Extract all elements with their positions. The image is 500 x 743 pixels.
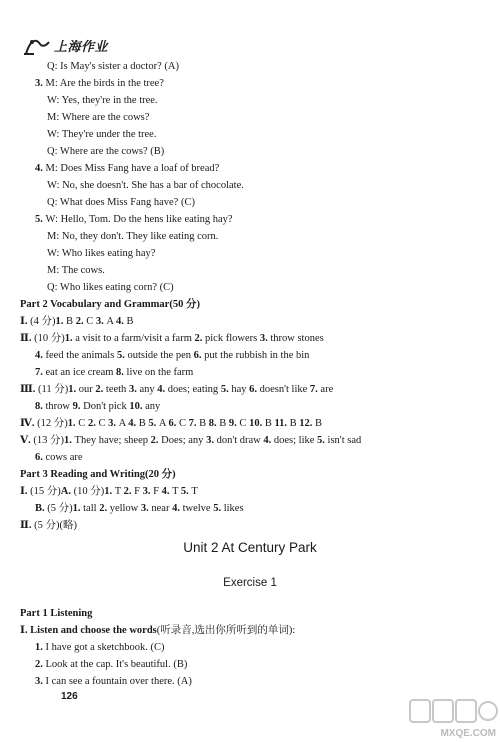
text-segment: 4. xyxy=(263,435,274,446)
text-line xyxy=(20,298,200,312)
text-segment: W: Who likes eating hay? xyxy=(47,248,156,259)
text-segment: F xyxy=(153,486,162,497)
text-segment: (10 分) xyxy=(73,486,105,497)
text-segment: T xyxy=(114,486,124,497)
watermark-url: MXQE.COM xyxy=(440,728,496,739)
text-segment: outside the pen xyxy=(127,350,194,361)
text-segment: 4. xyxy=(35,163,46,174)
text-segment: Q: Is May's sister a doctor? (A) xyxy=(47,61,179,72)
text-line xyxy=(47,128,156,142)
text-segment: 2. xyxy=(87,418,99,429)
text-segment: any xyxy=(139,384,158,395)
text-segment: 1. xyxy=(35,642,46,653)
text-segment: don't draw xyxy=(216,435,264,446)
text-segment: 10. xyxy=(249,418,265,429)
text-line xyxy=(47,60,179,74)
text-segment: 9. xyxy=(228,418,240,429)
text-line xyxy=(20,315,133,329)
text-segment: W: They're under the tree. xyxy=(47,129,157,140)
text-segment: 1. xyxy=(64,333,76,344)
text-segment: Q: What does Miss Fang have? (C) xyxy=(47,197,195,208)
text-segment: Ⅰ. xyxy=(20,316,31,327)
text-segment: Part 2 Vocabulary and Grammar(50 分) xyxy=(20,299,200,310)
text-segment: live on the farm xyxy=(126,367,194,378)
text-segment: doesn't like xyxy=(259,384,310,395)
text-segment: 2. xyxy=(75,316,87,327)
text-line xyxy=(47,179,244,193)
text-line xyxy=(47,247,155,261)
text-segment: 11. xyxy=(274,418,290,429)
text-segment: 5. xyxy=(213,503,224,514)
text-segment: 6. xyxy=(35,452,46,463)
text-segment: Ⅰ. Listen and choose the words xyxy=(20,625,157,636)
text-segment: B xyxy=(289,418,300,429)
text-segment: Part 1 Listening xyxy=(20,608,93,619)
text-segment: tall xyxy=(83,503,100,514)
text-segment: They have; sheep xyxy=(74,435,151,446)
text-segment: Does; any xyxy=(161,435,207,446)
text-line xyxy=(35,162,219,176)
text-segment: (5 分)(略) xyxy=(34,520,77,531)
text-segment: A xyxy=(158,418,169,429)
text-line xyxy=(35,675,192,689)
text-segment: (15 分) xyxy=(30,486,61,497)
text-segment: eat an ice cream xyxy=(45,367,117,378)
text-segment: near xyxy=(151,503,173,514)
text-segment: 1. xyxy=(72,503,84,514)
text-line xyxy=(35,658,187,672)
text-segment: Q: Where are the cows? (B) xyxy=(47,146,165,157)
watermark xyxy=(408,697,498,741)
text-segment: A xyxy=(106,316,116,327)
text-line xyxy=(20,417,322,431)
text-segment: 2. xyxy=(150,435,162,446)
text-line xyxy=(35,77,164,91)
text-segment: B xyxy=(126,316,134,327)
text-segment: 5. xyxy=(180,486,192,497)
text-segment: 5. xyxy=(116,350,128,361)
text-segment: a visit to a farm/visit a farm xyxy=(75,333,195,344)
text-segment: 4. xyxy=(157,384,168,395)
text-segment: B xyxy=(315,418,323,429)
text-segment: feed the animals xyxy=(45,350,117,361)
text-segment: Don't pick xyxy=(83,401,130,412)
text-segment: 3. xyxy=(259,333,271,344)
text-segment: C xyxy=(78,418,88,429)
exercise-title: Exercise 1 xyxy=(223,577,277,589)
text-segment: I have got a sketchbook. (C) xyxy=(45,642,165,653)
text-segment: likes xyxy=(223,503,244,514)
text-line xyxy=(20,434,361,448)
text-line xyxy=(47,264,105,278)
text-segment: Ⅱ. xyxy=(20,333,35,344)
text-segment: isn't sad xyxy=(327,435,362,446)
text-segment: Look at the cap. It's beautiful. (B) xyxy=(45,659,188,670)
text-line xyxy=(35,400,160,414)
text-segment: W: Yes, they're in the tree. xyxy=(47,95,158,106)
text-segment: (13 分) xyxy=(33,435,65,446)
text-segment: are xyxy=(320,384,334,395)
text-line xyxy=(20,332,324,346)
text-segment: Ⅱ. xyxy=(20,520,35,531)
text-line xyxy=(35,366,193,380)
text-segment: 4. xyxy=(128,418,139,429)
text-line xyxy=(20,519,77,533)
text-line xyxy=(35,451,83,465)
text-segment: 10. xyxy=(129,401,146,412)
text-segment: C xyxy=(86,316,96,327)
text-line xyxy=(47,111,149,125)
text-segment: B xyxy=(66,316,76,327)
text-segment: B xyxy=(219,418,229,429)
text-segment: Ⅲ. xyxy=(20,384,39,395)
text-segment: B xyxy=(199,418,209,429)
text-segment: any xyxy=(145,401,161,412)
text-line xyxy=(47,230,218,244)
text-line xyxy=(20,607,92,621)
text-line xyxy=(20,383,333,397)
text-segment: 1. xyxy=(68,384,79,395)
text-segment: hay xyxy=(231,384,250,395)
text-segment: C xyxy=(179,418,189,429)
text-segment: 2. xyxy=(95,384,106,395)
text-segment: 2. xyxy=(35,659,46,670)
text-segment: put the rubbish in the bin xyxy=(204,350,310,361)
text-line xyxy=(20,624,295,638)
text-segment: (听录音,选出你所听到的单词): xyxy=(156,625,296,636)
text-segment: 3. xyxy=(128,384,140,395)
text-segment: yellow xyxy=(109,503,141,514)
text-line xyxy=(47,281,174,295)
text-segment: 1. xyxy=(67,418,79,429)
text-segment: twelve xyxy=(182,503,214,514)
text-segment: 5. xyxy=(148,418,159,429)
text-segment: 3. xyxy=(95,316,107,327)
text-line xyxy=(47,94,158,108)
text-segment: Ⅰ. xyxy=(20,486,31,497)
text-segment: B xyxy=(264,418,275,429)
text-line xyxy=(47,145,164,159)
text-segment: 7. xyxy=(188,418,200,429)
text-line xyxy=(20,468,176,482)
text-segment: 3. xyxy=(35,78,46,89)
text-segment: throw stones xyxy=(270,333,324,344)
text-segment: Part 3 Reading and Writing(20 分) xyxy=(20,469,176,480)
text-segment: 2. xyxy=(123,486,135,497)
text-segment: 4. xyxy=(161,486,173,497)
text-segment: 5. xyxy=(35,214,46,225)
text-segment: 12. xyxy=(299,418,316,429)
text-segment: (10 分) xyxy=(34,333,65,344)
text-line xyxy=(35,502,244,516)
text-line xyxy=(20,485,198,499)
text-segment: 6. xyxy=(193,350,205,361)
text-segment: M: The cows. xyxy=(47,265,105,276)
text-segment: 1. xyxy=(64,435,75,446)
text-segment: C xyxy=(98,418,109,429)
text-segment: M: Does Miss Fang have a loaf of bread? xyxy=(45,163,220,174)
text-segment: does; like xyxy=(273,435,318,446)
text-segment: 8. xyxy=(116,367,127,378)
flag-icon xyxy=(22,36,52,56)
text-line xyxy=(35,641,164,655)
text-segment: teeth xyxy=(105,384,129,395)
watermark-logo-icon xyxy=(408,697,498,727)
text-segment: C xyxy=(239,418,250,429)
text-segment: 7. xyxy=(35,367,46,378)
text-segment: 4. xyxy=(115,316,127,327)
text-segment: 6. xyxy=(168,418,179,429)
text-segment: B xyxy=(138,418,149,429)
text-segment: 1. xyxy=(55,316,67,327)
text-segment: 7. xyxy=(309,384,321,395)
text-segment: 4. xyxy=(35,350,46,361)
text-segment: B. xyxy=(35,503,48,514)
text-segment: 2. xyxy=(99,503,110,514)
text-segment: (5 分) xyxy=(47,503,73,514)
text-segment: Q: Who likes eating corn? (C) xyxy=(47,282,174,293)
text-segment: (4 分) xyxy=(30,316,56,327)
text-segment: (11 分) xyxy=(38,384,69,395)
text-segment: 8. xyxy=(35,401,46,412)
text-segment: F xyxy=(134,486,143,497)
page-number: 126 xyxy=(61,691,78,702)
text-segment: M: Are the birds in the tree? xyxy=(45,78,164,89)
text-segment: pick flowers xyxy=(205,333,260,344)
text-segment: 5. xyxy=(317,435,328,446)
text-segment: throw xyxy=(45,401,73,412)
header-logo xyxy=(22,36,132,56)
text-segment: Ⅴ. xyxy=(20,435,34,446)
text-segment: 5. xyxy=(220,384,232,395)
text-segment: W: Hello, Tom. Do the hens like eating hay? xyxy=(45,214,233,225)
text-segment: 3. xyxy=(108,418,119,429)
text-segment: A. xyxy=(60,486,74,497)
text-line xyxy=(35,349,309,363)
text-segment: 9. xyxy=(72,401,84,412)
text-segment: 6. xyxy=(249,384,260,395)
text-segment: does; eating xyxy=(167,384,221,395)
text-segment: T xyxy=(172,486,181,497)
text-segment: M: Where are the cows? xyxy=(47,112,150,123)
text-line xyxy=(35,213,233,227)
text-segment: cows are xyxy=(45,452,83,463)
text-line xyxy=(47,196,195,210)
text-segment: our xyxy=(78,384,96,395)
text-segment: M: No, they don't. They like eating corn. xyxy=(47,231,219,242)
text-segment: 4. xyxy=(172,503,183,514)
unit-title: Unit 2 At Century Park xyxy=(183,540,317,555)
text-segment: A xyxy=(118,418,129,429)
text-segment: (12 分) xyxy=(37,418,68,429)
text-segment: Ⅳ. xyxy=(20,418,38,429)
text-segment: 3. xyxy=(206,435,217,446)
text-segment: 3. xyxy=(142,486,154,497)
text-segment: 8. xyxy=(208,418,220,429)
text-segment: W: No, she doesn't. She has a bar of chocolate. xyxy=(47,180,244,191)
text-segment: 3. xyxy=(140,503,152,514)
text-segment: 1. xyxy=(104,486,115,497)
text-segment: T xyxy=(191,486,198,497)
header-brand: 上海作业 xyxy=(54,40,109,55)
text-segment: 3. xyxy=(35,676,46,687)
text-segment: I can see a fountain over there. (A) xyxy=(45,676,192,687)
text-segment: 2. xyxy=(194,333,205,344)
